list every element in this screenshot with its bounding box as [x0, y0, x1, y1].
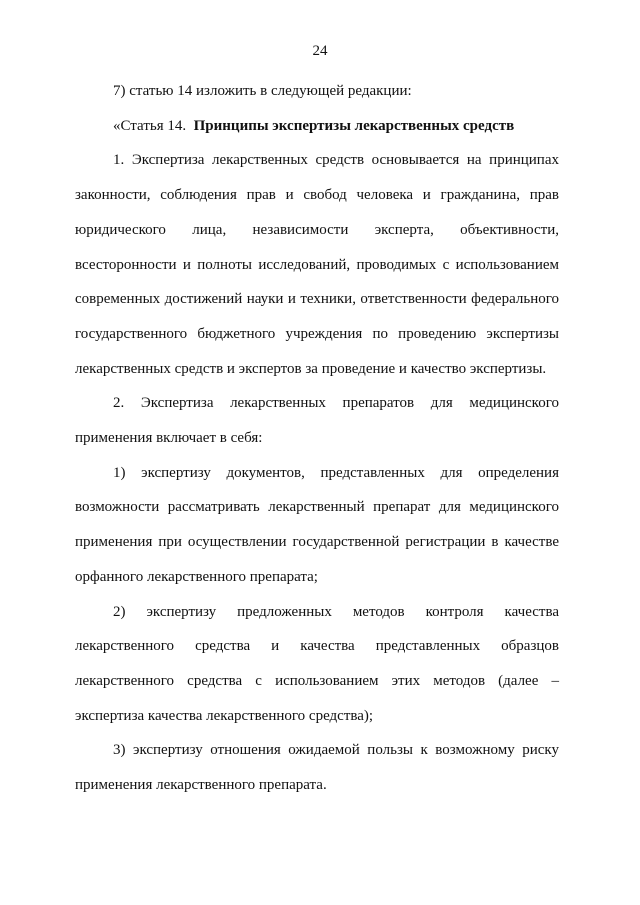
list-item-benefit-risk: 3) экспертизу отношения ожидаемой пользы к возможному риску применения лекарственного препарата. — [75, 742, 559, 794]
amendment-intro: 7) статью 14 изложить в следующей редакции: — [113, 83, 412, 99]
paragraph-scope: 2. Экспертиза лекарственных препаратов для медицинского применения включает в себя: — [75, 395, 559, 447]
list-item-orphan-documents: 1) экспертизу документов, представленных для определения возможности рассматривать лекарственный препарат для медицинского применения при осуществлении государственной регистрации в качестве орфанного лекарственного препарата; — [75, 464, 559, 585]
paragraph-principles: 1. Экспертиза лекарственных средств основывается на принципах законности, соблюдения прав и свобод человека и гражданина, прав юридического лица, независимости эксперта, объективности, всесторонности и полноты исследований, проводимых с использованием современных достижений науки и техники, ответственности федерального государственного бюджетного учреждения по проведению экспертизы лекарственных средств и экспертов за проведение и качество экспертизы. — [75, 152, 559, 377]
article-title: Принципы экспертизы лекарственных средств — [193, 117, 515, 134]
page-number: 24 — [312, 43, 328, 59]
article-label: «Статья 14. — [113, 117, 187, 134]
document-body — [75, 74, 559, 803]
list-item-quality-methods: 2) экспертизу предложенных методов контроля качества лекарственного средства и качества представленных образцов лекарственного средства с использованием этих методов (далее – экспертиза качества лекарственного средства); — [75, 603, 559, 724]
article-heading — [75, 109, 559, 144]
